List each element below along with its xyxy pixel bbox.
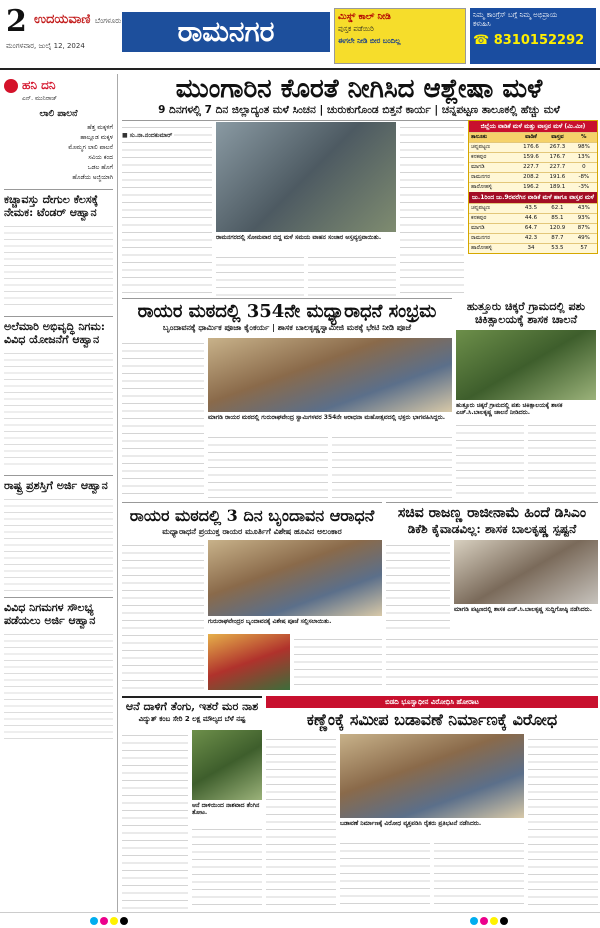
table-cell: 189.1	[549, 184, 566, 190]
rayara-body-col1	[122, 338, 204, 498]
table-cell: 98%	[577, 144, 590, 150]
rayara2-subhead: ಮಧ್ಯಾರಾಧನೆ ಪ್ರಯುಕ್ತ ರಾಯರ ಮೂರ್ತಿಗೆ ವಿಶೇಷ ಹೂವಿನ ಅಲಂಕಾರ	[162, 527, 342, 536]
rayara2-photo-caption: ಗುರುರಾಘವೇಂದ್ರರ ಬೃಂದಾವನಕ್ಕೆ ವಿಶೇಷ ಪೂಜೆ ಸಲ್ಲಿಸಲಾಯಿತು.	[208, 618, 332, 625]
table-cell: ಹಾರೋಹಳ್ಳಿ	[471, 245, 493, 251]
column-header: ವಾಸ್ತವ	[551, 134, 564, 140]
rayara-headline[interactable]: ರಾಯರ ಮಠದಲ್ಲಿ 354ನೇ ಮಧ್ಯಾರಾಧನೆ ಸಂಭ್ರಮ	[137, 301, 437, 322]
hani-dani-logo	[4, 78, 113, 93]
edition-title: ರಾಮನಗರ	[122, 12, 330, 52]
ad-phone-number: ☎ 8310152292	[473, 33, 585, 48]
left-story-body	[4, 222, 113, 310]
table-cell: 176.6	[523, 144, 539, 150]
rayara-story	[122, 298, 452, 333]
ad-left-title: ಮಿಸ್ಡ್ ಕಾಲ್ ನೀಡಿ	[338, 12, 391, 22]
rayara-subhead: ಬೃಂದಾವನಕ್ಕೆ ಧಾರ್ಮಿಕ ಪೂಜಾ ಕೈಂಕರ್ಯ | ಶಾಸಕ ಬಾಲಕೃಷ್ಣಸ್ವಾಮೀಜಿ ಮಠಕ್ಕೆ ಭೇಟಿ ನೀಡಿ ಪೂಜೆ	[162, 323, 412, 332]
black-dot	[120, 917, 128, 925]
sachiva-headline[interactable]: ಸಚಿವ ರಾಜಣ್ಣ ರಾಜೀನಾಮೆ ಹಿಂದೆ ಡಿಸಿಎಂ	[397, 505, 587, 521]
table-cell: ಕನಕಪುರ	[471, 215, 487, 221]
dateline: ಮಂಗಳವಾರ, ಜುಲೈ 12, 2024	[6, 42, 85, 50]
sachiva-body-col1	[386, 540, 450, 632]
protest-body-col2	[340, 838, 430, 910]
rayara2-body-col3	[294, 634, 382, 690]
table-cell: 87.7	[551, 235, 564, 241]
lead-body-col3	[308, 252, 396, 296]
rayara-photo	[208, 338, 452, 412]
table-cell: 176.7	[549, 154, 566, 160]
advertisement-right[interactable]	[470, 8, 596, 64]
left-story-headline[interactable]: ರಾಷ್ಟ್ರ ಪ್ರಶಸ್ತಿಗೆ ಅರ್ಜಿ ಆಹ್ವಾನ	[4, 475, 113, 492]
table-cell: 42.3	[524, 235, 538, 241]
table-row	[469, 142, 597, 152]
poem	[4, 123, 113, 183]
rayara2-body-col1	[122, 540, 204, 690]
sachiva-story	[386, 502, 598, 537]
table-cell: 34	[527, 245, 535, 251]
rainfall-table-title: ಜಿಲ್ಲೆಯ ವಾಡಿಕೆ ಮಳೆ ಮತ್ತು ವಾಸ್ತವ ಮಳೆ (ಮಿ.ಮೀ)	[469, 121, 597, 132]
rayara-photo-caption: ಮಾಗಡಿ ರಾಯರ ಮಠದಲ್ಲಿ ಗುರುರಾಘವೇಂದ್ರ ಸ್ವಾಮಿಗಳವರ 354ನೇ ಆರಾಧನಾ ಮಹೋತ್ಸವದಲ್ಲಿ ಭಕ್ತರು ಭಾಗವಹಿಸಿದ್ದರು.	[208, 414, 446, 421]
column-header: ವಾಡಿಕೆ	[525, 134, 537, 140]
table-cell: ರಾಮನಗರ	[471, 235, 491, 241]
masthead	[0, 0, 600, 70]
table-cell: 159.6	[523, 154, 539, 160]
ad-right-line1: ನಿಮ್ಮ ಕಾಂಗ್ರೆಸ್ ಬಗ್ಗೆ ನಿಮ್ಮ ಅಭಿಪ್ರಾಯ	[473, 11, 558, 19]
poem-title: ಲಾಲಿ ಪಾಲನೆ	[39, 109, 78, 119]
elephant-body-col2	[192, 824, 262, 910]
table-row	[469, 233, 597, 243]
ad-right-line2: ಕಳುಹಿಸಿ	[473, 20, 491, 28]
table-cell: 13%	[577, 154, 590, 160]
table-cell: ರಾಮನಗರ	[471, 174, 491, 180]
elephant-subhead: ವಿದ್ಯುತ್ ಕಂಬ ಸೇರಿ 2 ಲಕ್ಷ ಮೌಲ್ಯದ ಬೆಳೆ ನಷ್ಟ	[138, 715, 246, 723]
cyan-dot	[90, 917, 98, 925]
lead-body-col4	[400, 122, 464, 296]
table-cell: ಮಾಗಡಿ	[471, 225, 485, 231]
sachiva-headline-2[interactable]: ಡಿಕೆಶಿ ಕೈವಾಡವಿಲ್ಲ: ಶಾಸಕ ಬಾಲಕೃಷ್ಣ ಸ್ಪಷ್ಟನೆ	[407, 522, 577, 536]
table-cell: 93%	[577, 215, 590, 221]
rayara2-photo	[208, 540, 382, 616]
table-cell: 62.1	[551, 205, 564, 211]
elephant-photo	[192, 730, 262, 800]
column-header: ತಾಲೂಕು	[471, 134, 488, 140]
poem-line: ಹಾಲ್ಲೂಡ ಮಕ್ಕಳ	[80, 134, 113, 141]
table-row	[469, 162, 597, 172]
table-cell: 120.9	[549, 225, 566, 231]
protest-photo	[340, 734, 524, 818]
table-cell: 43.5	[524, 205, 538, 211]
table-row	[469, 213, 597, 223]
rayara-body-col3	[332, 432, 452, 498]
table-cell: 85.1	[551, 215, 564, 221]
table-cell: 208.2	[523, 174, 539, 180]
table-cell: ಚನ್ನಪಟ್ಟಣ	[471, 205, 490, 211]
magenta-dot	[480, 917, 488, 925]
drop-icon	[4, 79, 18, 93]
table-cell: -3%	[578, 184, 590, 190]
left-column	[0, 74, 118, 912]
logo-text: ಹನಿ ದನಿ	[22, 78, 56, 92]
lead-photo-caption: ರಾಮನಗರದಲ್ಲಿ ಸೋಮವಾರ ಬಿದ್ದ ಮಳೆ ಸಮಯ ವಾಹನ ಸಂಚಾರ ಅಸ್ತವ್ಯಸ್ತವಾಯಿತು.	[216, 234, 382, 241]
poem-byline: ಎನ್. ಮುನಿರಾಜ್	[22, 95, 58, 102]
table-cell: 44.6	[524, 215, 538, 221]
hutturu-body-col2	[528, 420, 596, 498]
left-story-headline[interactable]: ಅಲೆಮಾರಿ ಅಭಿವೃದ್ಧಿ ನಿಗಮ: ವಿವಿಧ ಯೋಜನೆಗೆ ಆಹ್ವಾನ	[4, 316, 113, 346]
left-story-headline[interactable]: ಕಚ್ಚಾವಸ್ತು ದೇಗುಲ ಕೆಲಸಕ್ಕೆ ನೇಮಕ: ಟೆಂಡರ್ ಆಹ್ವಾನ	[4, 189, 113, 219]
sachiva-photo	[454, 540, 598, 604]
idol-photo	[208, 634, 290, 690]
table-cell: ಚನ್ನಪಟ್ಟಣ	[471, 144, 490, 150]
table-cell: 191.6	[549, 174, 566, 180]
table-cell: 0	[582, 164, 586, 170]
left-story-body	[4, 630, 113, 740]
page-number: 2	[6, 4, 27, 39]
table-cell: ಹಾರೋಹಳ್ಳಿ	[471, 184, 493, 190]
table-cell: 87%	[577, 225, 590, 231]
table-cell: 227.7	[549, 164, 566, 170]
yellow-dot	[110, 917, 118, 925]
hutturu-story	[456, 300, 596, 326]
left-story-headline[interactable]: ವಿವಿಧ ನಿಗಮಗಳ ಸೌಲಭ್ಯ ಪಡೆಯಲು ಅರ್ಜಿ ಆಹ್ವಾನ	[4, 597, 113, 627]
table-cell: ಮಾಗಡಿ	[471, 164, 485, 170]
table-cell: ಕನಕಪುರ	[471, 154, 487, 160]
protest-headline[interactable]: ಕಣ್ಣೆಂಕ್ಕೆ ಸಮೀಪ ಬಡಾವಣೆ ನಿರ್ಮಾಣಕ್ಕೆ ವಿರೋಧ	[306, 710, 558, 729]
advertisement-left[interactable]	[334, 8, 466, 64]
table-cell: 196.2	[523, 184, 539, 190]
left-story-body	[4, 349, 113, 469]
paper-name-text: ಉದಯವಾಣಿ	[34, 12, 91, 27]
protest-body-col4	[528, 734, 598, 910]
protest-photo-caption: ಬಡಾವಣೆ ನಿರ್ಮಾಣಕ್ಕೆ ವಿರೋಧ ವ್ಯಕ್ತಪಡಿಸಿ ರೈತರು ಪ್ರತಿಭಟನೆ ನಡೆಸಿದರು.	[340, 820, 482, 827]
elephant-headline[interactable]: ಆನೆ ದಾಳಿಗೆ ತೆಂಗು, ಇತರೆ ಮರ ನಾಶ	[125, 700, 259, 713]
protest-body-col3	[434, 838, 524, 910]
poem-line: ಹೆತ್ತ ಮಕ್ಕಳಿಗೆ	[87, 124, 113, 131]
lead-subhead: 9 ದಿನಗಳಲ್ಲಿ 7 ದಿನ ಜಿಲ್ಲಾದ್ಯಂತ ಮಳೆ ಸಿಂಚನ | ಚುರುಕುಗೊಂಡ ಬಿತ್ತನೆ ಕಾರ್ಯ | ಚನ್ನಪಟ್ಟಣ ತಾಲೂಕಲ್ಲಿ ಹೆಚ್ಚು ಮಳೆ	[122, 104, 596, 121]
hutturu-photo	[456, 330, 596, 400]
magenta-dot	[100, 917, 108, 925]
table-row	[469, 172, 597, 182]
table-row	[469, 203, 597, 213]
hutturu-body-col1	[456, 420, 524, 498]
hutturu-headline[interactable]: ಹುತ್ತೂರು ಚಿಕ್ಕರೆ ಗ್ರಾಮದಲ್ಲಿ ಪಶು ಚಿಕಿತ್ಸಾಲಯಕ್ಕೆ ಶಾಸಕ ಚಾಲನೆ	[466, 300, 586, 326]
lead-headline[interactable]: ಮುಂಗಾರಿನ ಕೊರತೆ ನೀಗಿಸಿದ ಆಶ್ಲೇಷಾ ಮಳೆ	[175, 74, 543, 104]
table-row	[469, 182, 597, 192]
elephant-story	[122, 696, 262, 724]
black-dot	[500, 917, 508, 925]
sachiva-photo-caption: ಮಾಗಡಿ ಪಟ್ಟಣದಲ್ಲಿ ಶಾಸಕ ಎಚ್.ಸಿ.ಬಾಲಕೃಷ್ಣ ಸುದ್ದಿಗೋಷ್ಠಿ ನಡೆಸಿದರು.	[454, 606, 592, 613]
table-cell: 53.5	[551, 245, 564, 251]
column-header: %	[581, 134, 587, 140]
lead-body-col2	[216, 252, 304, 296]
table-row	[469, 223, 597, 233]
poem-line: ಮೊಮ್ಮಗ ಲಾಲಿ ಪಾಲನೆ	[68, 144, 113, 151]
ad-left-line2: ಈಗಲೇ ನೀಡಿ ಬೀರ ಬಂದಿಲ್ಲ	[338, 37, 401, 45]
lead-body-col1	[122, 122, 212, 296]
paper-name	[34, 12, 121, 27]
protest-banner: ಬಿಡದಿ ಭೂಸ್ವಾಧೀನ ವಿರೋಧಿಸಿ ಹೋರಾಟ	[266, 696, 598, 708]
table-cell: 49%	[577, 235, 590, 241]
table-row	[469, 152, 597, 162]
table-cell: 267.3	[549, 144, 566, 150]
table-cell: 57	[580, 245, 588, 251]
elephant-body-col1	[122, 730, 188, 910]
rayara2-story	[122, 502, 382, 537]
cyan-dot	[470, 917, 478, 925]
paper-city: ಬೆಂಗಳೂರು	[95, 17, 122, 25]
table-cell: 64.7	[524, 225, 538, 231]
table-cell: 227.7	[523, 164, 539, 170]
protest-body-col1	[266, 734, 336, 910]
yellow-dot	[490, 917, 498, 925]
ad-left-line1: ಪುಸ್ತಕ ಪಡೆಯಿರಿ	[338, 25, 374, 33]
poem-line: ಹೊಡೆಯ ಅಜ್ಜಿಯಾಗಿ	[72, 174, 113, 181]
poem-line: ಒಡಲ ಹೊಗೆ	[87, 164, 113, 171]
rayara-body-col2	[208, 432, 328, 498]
rainfall-table-title-2: ಜು.1ರಿಂದ ಜು.9ರವರೆಗಿನ ವಾಡಿಕೆ ಮಳೆ ಹಾಗೂ ವಾಸ್ತವ ಮಳೆ	[469, 192, 597, 203]
table-cell: -8%	[578, 174, 590, 180]
hutturu-photo-caption: ಹುತ್ತೂರು ಚಿಕ್ಕರೆ ಗ್ರಾಮದಲ್ಲಿ ಪಶು ಚಿಕಿತ್ಸಾಲಯಕ್ಕೆ ಶಾಸಕ ಎಚ್.ಸಿ.ಬಾಲಕೃಷ್ಣ ಚಾಲನೆ ನೀಡಿದರು.	[456, 402, 563, 416]
sachiva-body-col2	[386, 634, 598, 690]
rayara2-headline[interactable]: ರಾಯರ ಮಠದಲ್ಲಿ 3 ದಿನ ಬೃಂದಾವನ ಆರಾಧನೆ	[129, 506, 375, 525]
rainfall-table	[468, 120, 598, 254]
lead-author: ■ ಸು.ನಾ.ನಂದಕುಮಾರ್	[122, 132, 173, 139]
lead-photo	[216, 122, 396, 232]
table-header-row	[469, 132, 597, 142]
table-cell: 43%	[577, 205, 590, 211]
elephant-photo-caption: ಆನೆ ದಾಳಿಯಿಂದ ನಾಶವಾದ ತೆಂಗಿನ ತೋಟ.	[192, 802, 260, 816]
left-story-body	[4, 495, 113, 591]
poem-line: ಸವಿಯ ಕಂದ	[88, 154, 113, 161]
table-row	[469, 243, 597, 253]
registration-strip	[0, 912, 600, 928]
